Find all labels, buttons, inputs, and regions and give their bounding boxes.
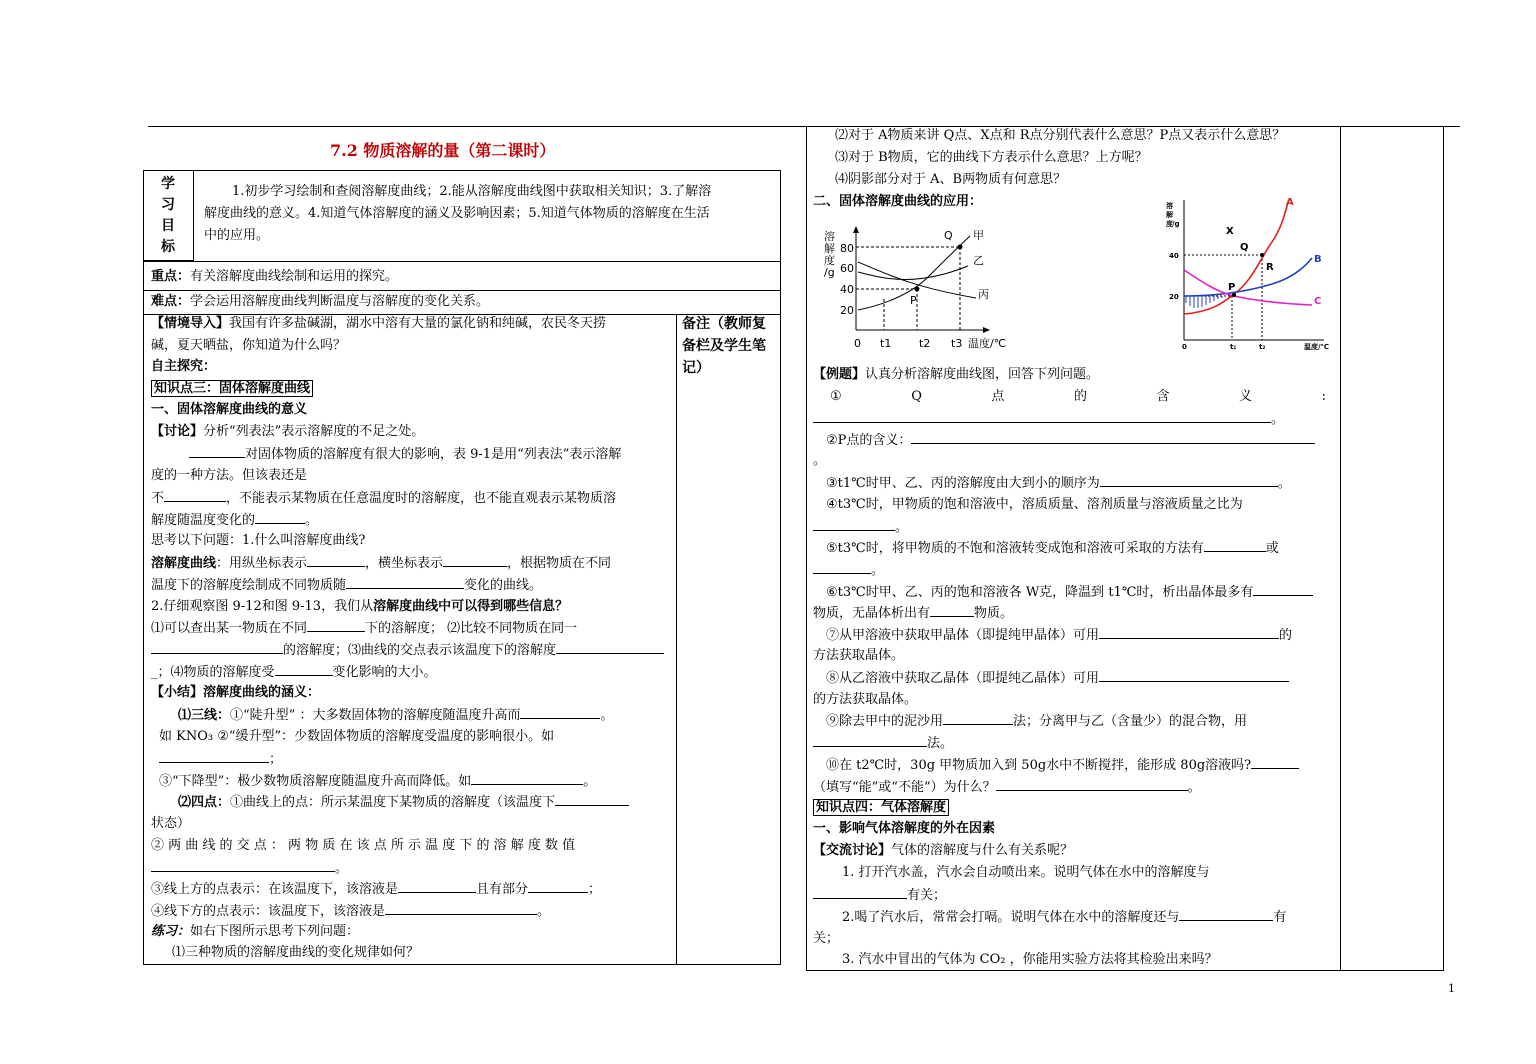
example-q6: ⑥t3℃时甲、乙、丙的饱和溶液各 W克，降温到 t1℃时，析出晶体最多有 xyxy=(826,581,1313,604)
chart2-label-c: C xyxy=(1314,296,1322,307)
self-explore: 自主探究： xyxy=(151,359,217,374)
think: 思考以下问题：1.什么叫溶解度曲线? xyxy=(151,533,366,548)
chart2-label-a: A xyxy=(1286,197,1294,208)
chart1-ylabel-3: 度 xyxy=(824,254,835,267)
chart1-xunit: 温度/℃ xyxy=(968,337,1007,350)
chart2-xtick-t2: t₂ xyxy=(1259,343,1266,351)
example-q8: ⑧从乙溶液中获取乙晶体（即提纯乙晶体）可用 xyxy=(826,667,1289,690)
notes-column-label: 备注（教师复 备栏及学生笔 记） xyxy=(682,316,766,376)
gas-q3: 3. 汽水中冒出的气体为 CO₂ ，你能用实验方法将其检验出来吗？ xyxy=(842,952,1218,967)
chart1-point-q: Q xyxy=(944,229,953,242)
p1-line-b: 度的一种方法。但该表还是 xyxy=(151,468,308,483)
example-q9-b: 法。 xyxy=(813,732,953,755)
page-title: 7.2 物质溶解的量（第二课时） xyxy=(330,141,556,160)
chart1-ytick-80: 80 xyxy=(840,242,854,255)
solubility-chart-1 xyxy=(818,222,1018,354)
section-2-heading: 二、固体溶解度曲线的应用： xyxy=(813,194,983,209)
chart2-ytick-40: 40 xyxy=(1169,252,1179,260)
intro-line-1: 【情境导入】我国有许多盐碱湖，湖水中溶有大量的氯化钠和纯碱，农民冬天捞 xyxy=(151,316,607,331)
chart1-xtick-t3: t3 xyxy=(951,337,963,350)
p1-line-c: 不 ，不能表示某物质在任意温度时的溶解度，也不能直观表示某物质溶 xyxy=(151,487,616,510)
example-q4: ④t3℃时，甲物质的饱和溶液中，溶质质量、溶剂质量与溶液质量之比为 xyxy=(826,497,1243,512)
summary-line-8: 。 xyxy=(151,857,348,880)
summary-line-1: ⑴三线：①“陡升型” ：大多数固体物的溶解度随温度升高而 。 xyxy=(178,704,613,727)
objectives-line-2: 解度曲线的意义。4.知道气体溶解度的涵义及影响因素；5.知道气体物质的溶解度在生活 xyxy=(204,206,710,221)
chart1-curve-yi xyxy=(858,266,968,280)
objectives-line-1: 1.初步学习绘制和查阅溶解度曲线；2.能从溶解度曲线图中获取相关知识；3.了解溶 xyxy=(232,184,712,199)
example-q4-blank: 。 xyxy=(813,516,908,539)
example-q5: ⑤t3℃时，将甲物质的不饱和溶液转变成饱和溶液可采取的方法有 或 xyxy=(826,537,1279,560)
summary-line-4: ③“下降型”：极少数物质溶解度随温度升高而降低。如 。 xyxy=(159,770,596,793)
question-2: 2.仔细观察图 9-12和图 9-13，我们从溶解度曲线中可以得到哪些信息？ xyxy=(151,599,569,614)
gas-q2: 2.喝了汽水后，常常会打嗝。说明气体在水中的溶解度还与 有 xyxy=(842,906,1286,929)
gas-q1-b: 有关； xyxy=(813,884,946,907)
chart1-xtick-t1: t1 xyxy=(880,337,892,350)
exchange: 【交流讨论】气体的溶解度与什么有关系呢？ xyxy=(813,843,1074,858)
right-notes-divider xyxy=(1340,126,1341,971)
summary-line-7: ② 两 曲 线 的 交 点 ： 两 物 质 在 该 点 所 示 温 度 下 的 溶 解 度 数 值 xyxy=(151,838,576,853)
example-q7: ⑦从甲溶液中获取甲晶体（即提纯甲晶体）可用 的 xyxy=(826,624,1292,647)
example-q8-b: 的方法获取晶体。 xyxy=(813,692,918,707)
example-q2-end: 。 xyxy=(813,453,827,468)
example-q6-b: 物质，无晶体析出有 物质。 xyxy=(813,602,1013,625)
chart2-label-b: B xyxy=(1314,254,1322,265)
example: 【例题】认真分析溶解度曲线图，回答下列问题。 xyxy=(813,367,1100,382)
chart2-xunit: 温度/℃ xyxy=(1304,343,1330,351)
example-q10-b: （填写“能”或“不能”）为什么？ 。 xyxy=(813,776,1201,799)
chart2-ylabel-2: 解 xyxy=(1166,211,1173,219)
discuss: 【讨论】分析“列表法”表示溶解度的不足之处。 xyxy=(151,424,425,439)
example-q1: ① Q 点 的 含 义 : xyxy=(830,389,1326,404)
knowledge-point-4: 知识点四：气体溶解度 xyxy=(813,797,949,819)
example-q9: ⑨除去甲中的泥沙用 法；分离甲与乙（含量少）的混合物，用 xyxy=(826,710,1247,733)
curve-def-1: 溶解度曲线：用纵坐标表示 ，横坐标表示 ，根据物质在不同 xyxy=(151,552,611,575)
gas-q2-b: 关； xyxy=(813,931,840,946)
info-2: 的溶解度；⑶曲线的交点表示该温度下的溶解度 xyxy=(151,639,664,662)
key-point: 重点：有关溶解度曲线绘制和运用的探究。 xyxy=(151,269,399,284)
chart1-ytick-40: 40 xyxy=(840,283,854,296)
summary-line-2: 如 KNO₃ ②“缓升型”：少数固体物质的溶解度受温度的影响很小。如 xyxy=(159,729,555,744)
section-3-heading: 一、影响气体溶解度的外在因素 xyxy=(813,821,996,836)
chart2-xtick-0: 0 xyxy=(1182,343,1187,351)
knowledge-point-3: 知识点三：固体溶解度曲线 xyxy=(151,378,313,400)
p1-line-a: 对固体物质的溶解度有很大的影响，表 9-1是用“列表法”表示溶解 xyxy=(151,443,621,466)
objectives-line-3: 中的应用。 xyxy=(204,228,270,243)
practice-q2: ⑵对于 A物质来讲 Q点、X点和 R点分别代表什么意思？P点又表示什么意思？ xyxy=(835,128,1286,143)
info-1: ⑴可以查出某一物质在不同 下的溶解度； ⑵比较不同物质在同一 xyxy=(151,617,577,640)
chart1-xtick-t2: t2 xyxy=(919,337,931,350)
chart2-ylabel-1: 溶 xyxy=(1166,202,1173,210)
chart2-point-q: Q xyxy=(1240,242,1249,253)
chart1-xtick-0: 0 xyxy=(854,337,861,350)
chart2-ylabel-3: 度 xyxy=(1166,220,1173,228)
chart2-point-r: R xyxy=(1266,262,1274,273)
chart2-point-p: P xyxy=(1228,282,1236,293)
summary-line-9: ③线上方的点表示：在该温度下，该溶液是 且有部分 ； xyxy=(151,878,601,901)
practice: 练习：如右下图所示思考下列问题： xyxy=(151,924,360,939)
intro-line-2: 碱，夏天晒盐，你知道为什么吗？ xyxy=(151,338,347,353)
difficult-point: 难点：学会运用溶解度曲线判断温度与溶解度的变化关系。 xyxy=(151,294,490,309)
summary-line-5: ⑵四点：①曲线上的点：所示某温度下某物质的溶解度（该温度下 xyxy=(178,791,629,814)
practice-q3: ⑶对于 B物质，它的曲线下方表示什么意思？上方呢？ xyxy=(835,150,1148,165)
chart2-ytick-20: 20 xyxy=(1169,293,1179,301)
chart1-label-yi: 乙 xyxy=(973,254,984,267)
summary: 【小结】溶解度曲线的涵义： xyxy=(151,685,321,700)
p1-line-d: 解度随温度变化的 。 xyxy=(151,509,318,532)
page-number: 1 xyxy=(1448,982,1455,995)
objectives-label: 学 习 目 标 xyxy=(161,176,175,255)
curve-def-2: 温度下的溶解度绘制成不同物质随 变化的曲线。 xyxy=(151,574,542,597)
summary-line-10: ④线下方的点表示：该温度下，该溶液是 。 xyxy=(151,900,550,923)
chart1-ytick-60: 60 xyxy=(840,262,854,275)
example-q1-blank: 。 xyxy=(813,408,1284,431)
solubility-chart-2 xyxy=(1162,192,1338,356)
practice-q1: ⑴三种物质的溶解度曲线的变化规律如何？ xyxy=(172,945,420,960)
chart1-label-jia: 甲 xyxy=(973,229,984,242)
chart2-point-x: X xyxy=(1226,226,1234,237)
gas-q1: 1. 打开汽水盖，汽水会自动喷出来。说明气体在水中的溶解度与 xyxy=(842,865,1210,880)
notes-divider xyxy=(676,314,677,965)
example-q10: ⑩在 t2℃时，30g 甲物质加入到 50g水中不断搅拌，能形成 80g溶液吗? xyxy=(826,754,1299,777)
example-q2: ②P点的含义： xyxy=(826,429,1315,452)
section-1-heading: 一、固体溶解度曲线的意义 xyxy=(151,402,308,417)
chart1-ylabel-1: 溶 xyxy=(824,230,835,243)
summary-line-6: 状态） xyxy=(151,816,191,831)
chart1-ytick-20: 20 xyxy=(840,304,854,317)
practice-q4: ⑷阴影部分对于 A、B两物质有何意思？ xyxy=(835,172,1067,187)
chart2-curve-b xyxy=(1184,258,1312,296)
info-3: _；⑷物质的溶解度受 变化影响的大小。 xyxy=(151,661,437,684)
chart2-ylabel-4: /g xyxy=(1172,220,1180,228)
chart1-ylabel-2: 解 xyxy=(824,242,835,255)
example-q7-b: 方法获取晶体。 xyxy=(813,648,905,663)
chart1-point-p: P xyxy=(910,294,917,307)
chart1-label-bing: 丙 xyxy=(978,288,989,301)
summary-line-3: ； xyxy=(159,748,282,771)
example-q3: ③t1℃时甲、乙、丙的溶解度由大到小的顺序为 。 xyxy=(826,472,1291,495)
chart1-ylabel-4: /g xyxy=(824,266,835,279)
example-q5-blank: 。 xyxy=(813,559,884,582)
chart2-xtick-t1: t₁ xyxy=(1230,343,1237,351)
chart1-curve-bing xyxy=(858,262,976,298)
